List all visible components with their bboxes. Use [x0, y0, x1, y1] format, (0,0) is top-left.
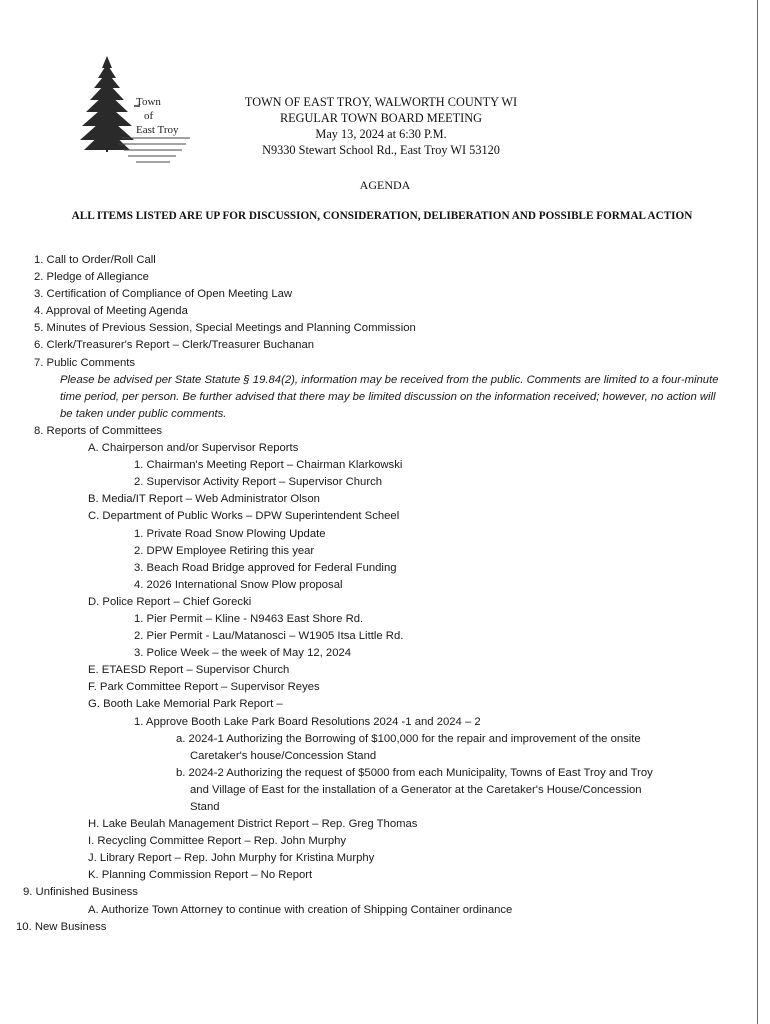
- logo-text-east-troy: East Troy: [136, 124, 179, 136]
- list-item: 6. Clerk/Treasurer's Report – Clerk/Treasurer Buchanan: [34, 339, 315, 352]
- logo-text-town: Town: [136, 96, 161, 108]
- pine-tree-icon: [78, 52, 208, 170]
- public-comments-note: Please be advised per State Statute § 19.84(2), information may be received from the public. Comments are limited to a four-minute time period, per person. Be further advised that there may be limited discussion on the information received; however, no action will be taken under public comments.: [60, 373, 719, 420]
- header-town: TOWN OF EAST TROY, WALWORTH COUNTY WI: [244, 95, 518, 109]
- list-item: 2. Pier Permit - Lau/Matanosci – W1905 Itsa Little Rd.: [134, 630, 404, 643]
- disclaimer: ALL ITEMS LISTED ARE UP FOR DISCUSSION, CONSIDERATION, DELIBERATION AND POSSIBLE FORMAL ACTION: [71, 210, 693, 222]
- list-item: 10. New Business: [16, 920, 107, 933]
- list-item: I. Recycling Committee Report – Rep. John Murphy: [88, 835, 347, 848]
- meeting-header: [200, 94, 562, 158]
- list-item: 1. Private Road Snow Plowing Update: [134, 527, 326, 540]
- logo-text-of: of: [144, 110, 154, 122]
- list-item: 2. Pledge of Allegiance: [34, 271, 149, 284]
- list-item: 2. DPW Employee Retiring this year: [134, 544, 315, 557]
- list-item: 1. Chairman's Meeting Report – Chairman Klarkowski: [134, 459, 403, 472]
- header-date: May 13, 2024 at 6:30 P.M.: [315, 127, 447, 141]
- list-item: G. Booth Lake Memorial Park Report –: [88, 698, 283, 711]
- list-item-continued: Stand: [190, 801, 220, 813]
- list-item: 4. Approval of Meeting Agenda: [34, 305, 188, 318]
- list-item: 4. 2026 International Snow Plow proposal: [134, 578, 343, 591]
- page-title: AGENDA: [359, 178, 411, 192]
- list-item: 1. Call to Order/Roll Call: [34, 254, 156, 266]
- list-item: 7. Public Comments: [34, 356, 136, 369]
- list-item: C. Department of Public Works – DPW Superintendent Scheel: [88, 510, 400, 523]
- list-item: J. Library Report – Rep. John Murphy for Kristina Murphy: [88, 852, 375, 865]
- header-meeting: REGULAR TOWN BOARD MEETING: [279, 111, 483, 125]
- list-item: 8. Reports of Committees: [34, 424, 163, 437]
- list-item: 5. Minutes of Previous Session, Special Meetings and Planning Commission: [34, 322, 416, 335]
- list-item: F. Park Committee Report – Supervisor Reyes: [88, 681, 320, 694]
- list-item: b. 2024-2 Authorizing the request of $5000 from each Municipality, Towns of East Troy and Troy: [176, 766, 653, 779]
- list-item: A. Authorize Town Attorney to continue with creation of Shipping Container ordinance: [88, 903, 513, 916]
- list-item: D. Police Report – Chief Gorecki: [88, 595, 252, 608]
- list-item: A. Chairperson and/or Supervisor Reports: [88, 442, 299, 455]
- list-item: 2. Supervisor Activity Report – Supervisor Church: [134, 476, 383, 489]
- list-item: H. Lake Beulah Management District Report – Rep. Greg Thomas: [88, 818, 418, 831]
- header-address: N9330 Stewart School Rd., East Troy WI 53120: [262, 143, 500, 157]
- list-item: 3. Police Week – the week of May 12, 2024: [134, 647, 352, 660]
- list-item: 3. Beach Road Bridge approved for Federal Funding: [134, 561, 397, 574]
- list-item: a. 2024-1 Authorizing the Borrowing of $100,000 for the repair and improvement of the onsite: [176, 732, 641, 745]
- list-item-continued: and Village of East for the installation of a Generator at the Caretaker's House/Concession: [190, 783, 642, 796]
- list-item: K. Planning Commission Report – No Report: [88, 869, 313, 882]
- list-item-continued: Caretaker's house/Concession Stand: [190, 749, 377, 762]
- list-item: 1. Approve Booth Lake Park Board Resolutions 2024 -1 and 2024 – 2: [134, 715, 481, 728]
- list-item: 1. Pier Permit – Kline - N9463 East Shore Rd.: [134, 612, 364, 625]
- town-logo: [78, 52, 208, 170]
- list-item: E. ETAESD Report – Supervisor Church: [88, 664, 290, 677]
- list-item: 3. Certification of Compliance of Open Meeting Law: [34, 288, 293, 301]
- list-item: 9. Unfinished Business: [23, 886, 138, 899]
- agenda-list: [0, 252, 760, 936]
- list-item: B. Media/IT Report – Web Administrator Olson: [88, 493, 320, 506]
